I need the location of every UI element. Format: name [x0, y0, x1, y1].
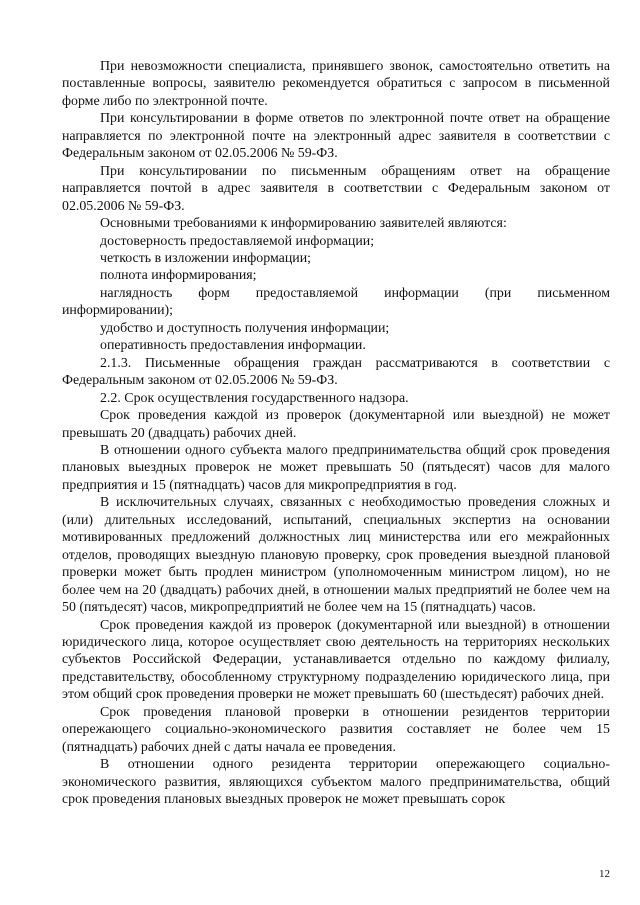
paragraph-exceptional-cases: В исключительных случаях, связанных с необходимостью проведения сложных и (или) длительных исследований, испытаний, специальных экспертиз на основании мотивированных предложений должностных лиц министерства или его межрайонных отделов, проводящих выездную плановую проверку, срок проведения выездной плановой проверки может быть продлен министром (уполномоченным министром лицом), но не более чем на 20 (двадцать) рабочих дней, в отношении малых предприятий не более чем на 50 (пятьдесят) часов, микропредприятий не более чем на 15 (пятнадцать) часов. — [62, 495, 610, 616]
paragraph-email-reply: При консультировании в форме ответов по электронной почте ответ на обращение направляется по электронной почте на электронный адрес заявителя в соответствии с Федеральным законом от 02.05.2006 № 59-ФЗ. — [62, 111, 610, 162]
requirement-item: оперативность предоставления информации. — [100, 338, 366, 354]
requirement-item: наглядность форм предоставляемой информации (при письменном информировании); — [62, 285, 610, 319]
requirement-item: четкость в изложении информации; — [100, 250, 312, 266]
requirement-item: полнота информирования; — [100, 268, 257, 284]
paragraph-consultation-unavailable: При невозможности специалиста, принявшего звонок, самостоятельно ответить на поставленные вопросы, заявителю рекомендуется обратиться с запросом в письменной форме либо по электронной почте. — [62, 59, 610, 109]
paragraph-small-business: В отношении одного субъекта малого предпринимательства общий срок проведения плановых выездных проверок не может превышать 50 (пятьдесят) часов для малого предприятия и 15 (пятнадцать) часов для микропредприятия в год. — [62, 442, 610, 493]
paragraph-requirements-intro: Основными требованиями к информированию заявителей являются: — [100, 216, 507, 232]
paragraph-section-2-2: 2.2. Срок осуществления государственного надзора. — [100, 390, 409, 406]
requirement-item: достоверность предоставляемой информации; — [100, 233, 375, 249]
requirement-item: удобство и доступность получения информации; — [100, 320, 390, 336]
paragraph-written-reply: При консультировании по письменным обращениям ответ на обращение направляется почтой в адрес заявителя в соответствии с Федеральным законом от 02.05.2006 № 59-ФЗ. — [62, 163, 610, 214]
paragraph-multi-region: Срок проведения каждой из проверок (документарной или выездной) в отношении юридического лица, которое осуществляет свою деятельность на территориях нескольких субъектов Российской Федерации, устанавливается отдельно по каждому филиалу, представительству, обособленному структурному подразделению юридического лица, при этом общий срок проведения проверки не может превышать 60 (шестьдесят) рабочих дней. — [62, 617, 610, 703]
paragraph-resident-small-business: В отношении одного резидента территории опережающего социально-экономического развития, являющихся субъектом малого предпринимательства, общий срок проведения плановых выездных проверок не может превышать сорок — [62, 757, 610, 808]
page-number: 12 — [599, 868, 610, 880]
paragraph-section-2-1-3: 2.1.3. Письменные обращения граждан рассматриваются в соответствии с Федеральным законом от 02.05.2006 № 59-ФЗ. — [62, 355, 610, 389]
paragraph-residents: Срок проведения плановой проверки в отношении резидентов территории опережающего социально-экономического развития составляет не более чем 15 (пятнадцать) рабочих дней с даты начала ее проведения. — [62, 704, 610, 755]
paragraph-inspection-duration: Срок проведения каждой из проверок (документарной или выездной) не может превышать 20 (двадцать) рабочих дней. — [62, 408, 610, 441]
